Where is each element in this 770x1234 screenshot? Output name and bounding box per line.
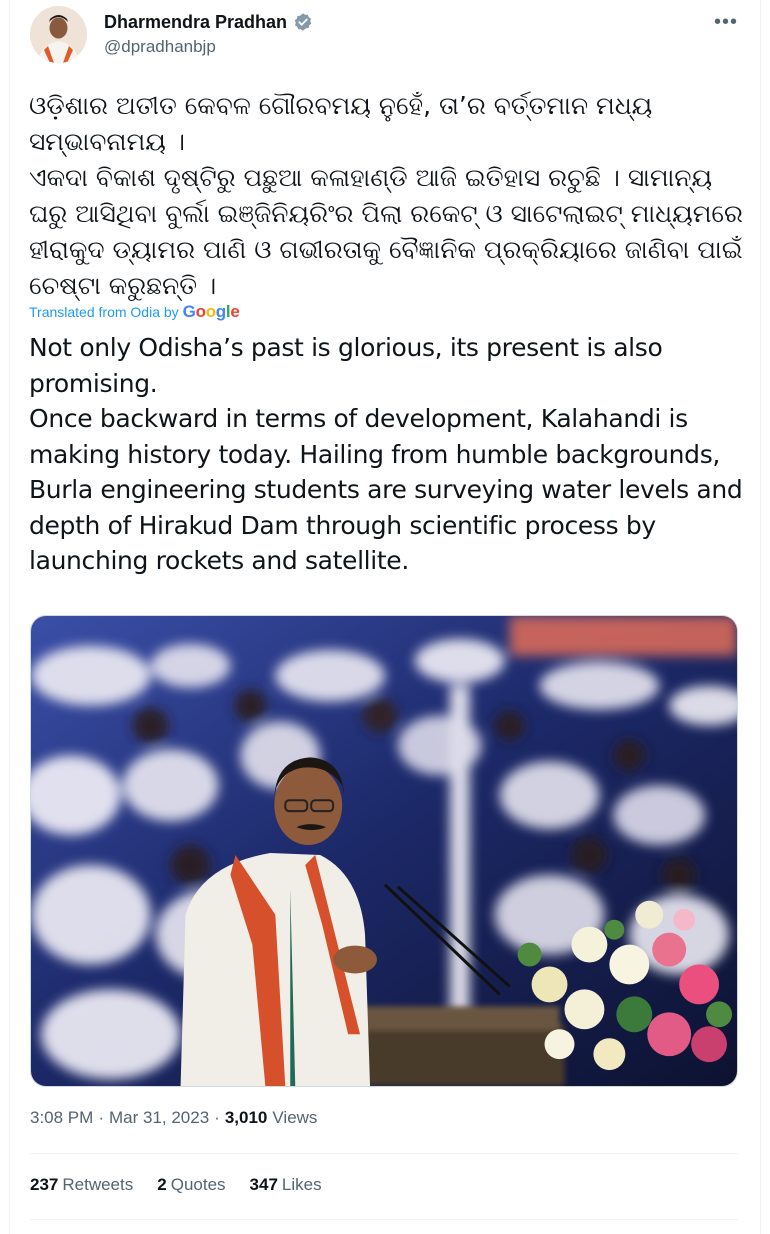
tweet-photo[interactable] [30, 615, 738, 1087]
avatar[interactable] [30, 6, 87, 63]
likes-count: 347 [249, 1175, 278, 1194]
verified-badge-icon [293, 12, 313, 32]
divider [30, 1153, 738, 1154]
divider [30, 1219, 738, 1220]
meta-separator: · [214, 1108, 220, 1127]
tweet-original-text: ଓଡ଼ିଶାର ଅତୀତ କେବଳ ଗୌରବମୟ ନୁହେଁ, ତା’ର ବର୍ତ୍ତମାନ ମଧ୍ୟ ସମ୍ଭାବନାମୟ । ଏକଦା ବିକାଶ ଦୃଷ୍ଟିରୁ ପଛୁଆ କଳାହାଣ୍ଡି ଆଜି ଇତିହାସ ରଚୁଛି । ସାମାନ୍ୟ ଘରୁ ଆସିଥିବା ବୁର୍ଲା ଇଞ୍ଜିନିୟରିଂର ପିଲା ରକେଟ୍ ଓ ସାଟେଲାଇଟ୍ ମାଧ୍ୟମରେ ହୀରାକୁଦ ଡ୍ୟାମର ପାଣି ଓ ଗଭୀରତାକୁ ବୈଜ୍ଞାନିକ ପ୍ରକ୍ରିୟାରେ ଜାଣିବା ପାଇଁ ଚେଷ୍ଟା କରୁଛନ୍ତି । [29, 91, 743, 300]
tweet-translated-text: Not only Odisha’s past is glorious, its present is also promising. Once backward in terms of development, Kalahandi is making history today. Hailing from humble backgrounds, Burla engineering students are surveying water levels and depth of Hirakud Dam through scientific process by launching rockets and satellite. [29, 333, 743, 575]
quotes-count: 2 [157, 1175, 167, 1194]
retweets-count: 237 [30, 1175, 59, 1194]
translation-attribution[interactable] [29, 302, 239, 322]
translated-label: Translated from Odia by [29, 304, 179, 320]
meta-separator: · [98, 1108, 104, 1127]
author-name[interactable]: Dharmendra Pradhan [104, 11, 288, 32]
author-handle[interactable]: @dpradhanbjp [104, 37, 216, 56]
views-label: Views [272, 1108, 318, 1127]
quotes-label: Quotes [170, 1175, 226, 1194]
tweet-time[interactable]: 3:08 PM [30, 1108, 94, 1127]
likes-label: Likes [281, 1175, 322, 1194]
views-count: 3,010 [224, 1108, 268, 1127]
retweets-label: Retweets [62, 1175, 134, 1194]
retweets-stat[interactable] [30, 1175, 133, 1195]
quotes-stat[interactable] [157, 1175, 225, 1195]
more-options-icon[interactable]: ••• [713, 10, 738, 33]
likes-stat[interactable] [250, 1175, 322, 1195]
tweet-meta [30, 1108, 317, 1128]
google-logo: Google [182, 302, 240, 321]
tweet-date[interactable]: Mar 31, 2023 [108, 1108, 210, 1127]
engagement-stats [30, 1175, 322, 1195]
